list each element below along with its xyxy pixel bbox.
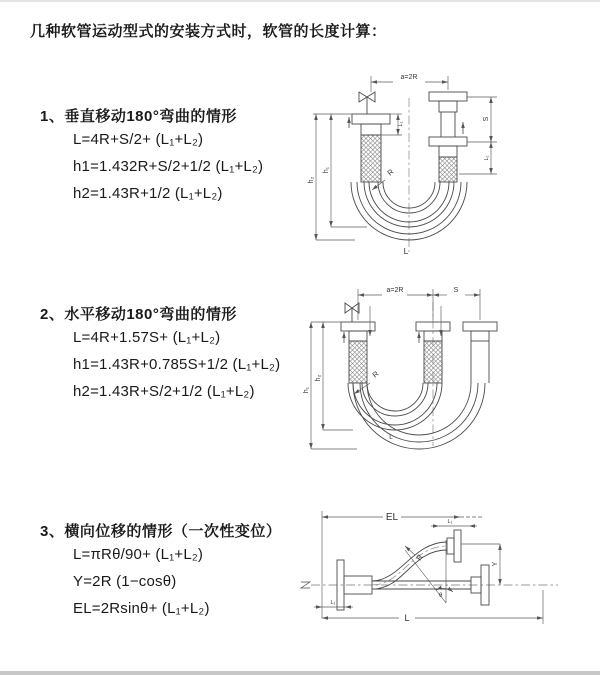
dim-label-h1: h₁	[303, 386, 310, 394]
radius-label: R	[385, 167, 396, 178]
valve-icon	[359, 92, 375, 114]
formula-line: Y=2R (1−cosθ)	[73, 573, 177, 590]
page-title: 几种软管运动型式的安装方式时，软管的长度计算：	[30, 23, 387, 40]
dim-label-l1: L₁	[447, 519, 453, 525]
hose-u-bend-arcs	[348, 383, 485, 449]
dimension-lines	[313, 76, 497, 240]
section-1-heading: 1、垂直移动180°弯曲的情形	[40, 108, 237, 125]
length-label: L	[389, 434, 393, 441]
flange-upper	[447, 530, 461, 562]
dim-label-a2r: a=2R	[400, 74, 418, 81]
break-symbol	[301, 582, 310, 588]
hose-s-curve-drawing	[301, 530, 489, 610]
valve-icon	[345, 303, 359, 322]
braided-hose-section	[361, 135, 381, 182]
length-label: L	[403, 246, 409, 256]
hose-s-curve	[372, 542, 447, 589]
flange-middle	[416, 322, 450, 383]
length-label: L	[404, 613, 410, 623]
flange-right	[463, 322, 497, 383]
section-2-heading: 2、水平移动180°弯曲的情形	[40, 306, 237, 323]
section-3-heading: 3、横向位移的情形（一次性变位）	[40, 523, 282, 540]
dim-label-l1: L₁	[484, 155, 490, 161]
dim-label-h2: h₂	[308, 176, 315, 184]
dim-label-a2r: a=2R	[386, 287, 404, 294]
braided-hose-section	[349, 341, 367, 383]
dim-label-l1: L₁	[330, 600, 336, 606]
dim-label-y: Y	[492, 561, 499, 567]
angle-construction	[405, 540, 453, 603]
radius-label: R	[414, 552, 425, 563]
dim-label-h2: h₂	[315, 374, 322, 382]
formula-line: h2=1.43R+S/2+1/2 (L₁+L₂)	[73, 383, 255, 400]
formula-line: h2=1.43R+1/2 (L₁+L₂)	[73, 185, 223, 202]
braided-hose-section	[439, 157, 457, 182]
flange-right	[429, 92, 467, 182]
formula-line: L=4R+1.57S+ (L₁+L₂)	[73, 329, 221, 346]
diagram-vertical-180-bend	[303, 62, 593, 262]
hose-u-bend-drawing	[351, 92, 467, 240]
dimension-lines	[314, 511, 543, 624]
dim-label-l1: L₁	[398, 121, 404, 127]
formula-line: L=πRθ/90+ (L₁+L₂)	[73, 546, 204, 563]
formula-line: EL=2Rsinθ+ (L₁+L₂)	[73, 600, 210, 617]
angle-label: θ	[439, 593, 443, 599]
dim-label-el: EL	[385, 512, 399, 523]
formula-line: h1=1.43R+0.785S+1/2 (L₁+L₂)	[73, 356, 281, 373]
formula-line: L=4R+S/2+ (L₁+L₂)	[73, 131, 204, 148]
braided-hose-section	[424, 341, 442, 383]
flange-left	[352, 114, 390, 182]
dim-label-h1: h₁	[323, 166, 330, 174]
formula-line: h1=1.432R+S/2+1/2 (L₁+L₂)	[73, 158, 264, 175]
diagram-lateral-displacement	[293, 498, 593, 648]
page-edge-bottom	[0, 671, 600, 675]
diagram-horizontal-180-bend	[303, 278, 593, 473]
hose-u-bend-drawing	[341, 303, 497, 449]
dimension-labels	[331, 512, 499, 623]
dim-label-s: S	[453, 287, 459, 294]
radius-label: R	[370, 369, 381, 380]
page-edge-top	[0, 0, 600, 2]
dim-label-s: S	[483, 116, 490, 122]
